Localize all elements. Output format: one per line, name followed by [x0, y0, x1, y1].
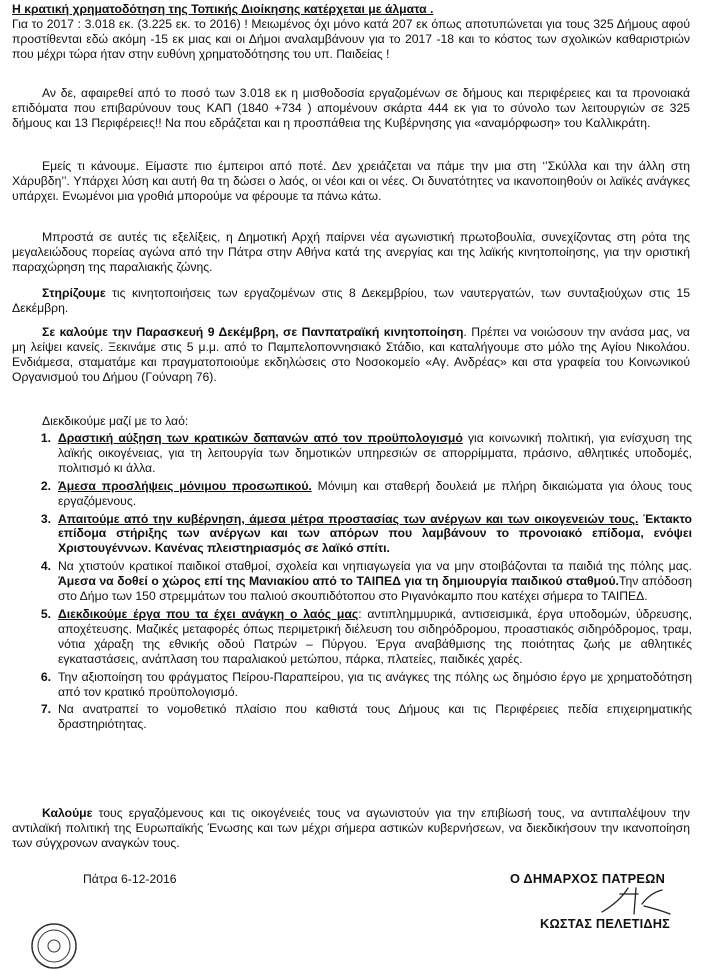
- demand-emphasis: Άμεσα να δοθεί ο χώρος επί της Μανιακίου από το ΤΑΙΠΕΔ για τη δημιουργία παιδικού σταθμού.: [58, 574, 619, 589]
- demands-intro-text: Διεκδικούμε μαζί με το λαό:: [42, 414, 189, 428]
- municipal-seal-icon: [30, 922, 78, 970]
- list-item-number: 4.: [40, 559, 51, 574]
- list-item-number: 6.: [40, 669, 51, 684]
- list-item: [40, 702, 692, 732]
- list-item-number: 7.: [40, 702, 51, 717]
- signatory-name: ΚΩΣΤΑΣ ΠΕΛΕΤΙΔΗΣ: [540, 916, 671, 931]
- demand-text: Την απόδοση στο Δήμο των 150 στρεμμάτων του παλιού σκουπιδότοπου στο Ριγανόκαμπο που κατέχει σήμερα το ΤΑΙΠΕΔ.: [58, 574, 693, 604]
- demand-text: Να χτιστούν κρατικοί παιδικοί σταθμοί, σχολεία και νηπιαγωγεία για να μην στοιβάζονται τα παιδιά της πόλης μας.: [58, 559, 692, 574]
- place-date: Πάτρα 6-12-2016: [83, 872, 177, 886]
- paragraph-demands-intro: [12, 414, 690, 429]
- list-item-number: 3.: [40, 511, 51, 526]
- support-text: τις κινητοποιήσεις των εργαζομένων στις 8 Δεκεμβρίου, των ναυτεργατών, των συνταξιούχων στις 15 Δεκέμβρη.: [12, 286, 690, 315]
- demand-text: Να ανατραπεί το νομοθετικό πλαίσιο που καθιστά τους Δήμους και τις Περιφέρειες πεδία επιχειρηματικής δραστηριότητας.: [58, 702, 692, 732]
- support-emphasis: Στηρίζουμε: [42, 286, 106, 300]
- list-item: [40, 559, 693, 604]
- signatory-role: Ο ΔΗΜΑΡΧΟΣ ΠΑΤΡΕΩΝ: [510, 871, 666, 886]
- closing-emphasis: Καλούμε: [42, 806, 93, 820]
- paragraph-closing: [12, 806, 690, 851]
- list-item: [40, 511, 692, 557]
- demand-text-bold: Έκτακτο επίδομα στήριξης των ανέργων και των απόρων που λαμβάνουν το προνοιακό επίδομα, ενόψει Χριστουγέννων. Κανένας πλειστηριασμός σε λαϊκό σπίτι.: [58, 511, 692, 556]
- paragraph-initiative: [12, 230, 690, 275]
- list-item: [40, 431, 692, 476]
- demand-text: : αντιπλημμυρικά, αντισεισμικά, έργα υποδομών, ύδρευσης, αποχέτευσης. Μαζικές μεταφορές όπως περιμετρική διέλευση του σιδηρόδρομου, προαστιακός σιδηρόδρομος, τραμ, νότια χάραξη της εθνικής οδού Πατρών – Πύργου. Έργα αναβάθμισης της ποιότητας ζωής με αθλητικές εγκαταστάσεις, ανάπλαση του παραλιακού μετώπου, πάρκα, πλατείες, παιδικές χαρές.: [58, 606, 692, 666]
- closing-text: τους εργαζόμενους και τις οικογένειές τους να αγωνιστούν για την επιβίωσή τους, να αντιπαλέψουν την αντιλαϊκή πολιτική της Ευρωπαϊκής Ένωσης και των μέχρι σήμερα αστικών κυβερνήσεων, να διεκδικήσουν την ικανοποίηση των σύγχρονων αναγκών τους.: [12, 806, 690, 850]
- paragraph-funding-text: Για το 2017 : 3.018 εκ. (3.225 εκ. το 2016) ! Μειωμένος όχι μόνο κατά 207 εκ όπως αποτυπώνεται για τους 325 Δήμους αφού προστίθενται εδώ ακόμη -15 εκ μιας και οι Δήμοι αναλαμβάνουν για το 2017 -18 και το κόστος των σχολικών καθαριστριών που μέχρι τώρα ήταν στην ευθύνη χρηματοδότησης του υπ. Παιδείας !: [12, 17, 690, 61]
- demand-text: Την αξιοποίηση του φράγματος Πείρου-Παραπείρου, για τις ανάγκες της πόλης ως δημόσιο έργο με χρηματοδότηση από τον κρατικό προϋπολογισμό.: [58, 669, 692, 699]
- call-emphasis: Σε καλούμε την Παρασκευή 9 Δεκέμβρη, σε Πανπατραϊκή κινητοποίηση: [42, 325, 464, 339]
- demand-text: Μόνιμη και σταθερή δουλειά με πλήρη δικαιώματα για όλους τους εργαζόμενους.: [58, 478, 693, 508]
- paragraph-what-we-do: [12, 159, 690, 204]
- paragraph-support: [12, 286, 690, 316]
- list-item-number: 1.: [40, 431, 51, 445]
- handwritten-signature-icon: [598, 884, 678, 918]
- paragraph-initiative-text: Μπροστά σε αυτές τις εξελίξεις, η Δημοτική Αρχή παίρνει νέα αγωνιστική πρωτοβουλία, συνεχίζοντας στη ρότα της μεγαλειώδους πορείας αγώνα από την Πάτρα στην Αθήνα κατά της ανεργίας και της λαϊκής κινητοποίησης, για την οριστική παραχώρηση της παραλιακής ζώνης.: [12, 230, 690, 274]
- list-item-number: 5.: [40, 606, 51, 621]
- demand-emphasis: Διεκδικούμε έργα που τα έχει ανάγκη ο λαός μας: [58, 606, 359, 621]
- call-text: . Πρέπει να νοιώσουν την ανάσα μας, να μη λείψει κανείς. Ξεκινάμε στις 5 μ.μ. από το Παμπελοποννησιακό Στάδιο, και καταλήγουμε στο μόλο της Αγίου Νικολάου. Ενδιάμεσα, σταματάμε και πραγματοποιούμε εκδηλώσεις στο Νοσοκομείο «Αγ. Ανδρέας» και στα γραφεία του Κοινωνικού Οργανισμού του Δήμου (Γούναρη 76).: [12, 325, 690, 384]
- paragraph-payroll: [12, 86, 690, 131]
- demands-list: [40, 431, 693, 732]
- list-item: [40, 606, 692, 667]
- paragraph-funding: [12, 17, 690, 62]
- heading: [12, 2, 690, 17]
- demand-text: για κοινωνική πολιτική, για ενίσχυση της λαϊκής οικογένειας, για τη λειτουργία των δημοτικών υπηρεσιών σε απορρίμματα, πράσινο, αθλητικές υποδομές, πολιτισμό κι άλλα.: [58, 431, 692, 475]
- demand-emphasis: Δραστική αύξηση των κρατικών δαπανών από τον προϋπολογισμό: [58, 431, 463, 445]
- list-item: [40, 478, 693, 509]
- paragraph-call: [12, 325, 690, 385]
- list-item-number: 2.: [40, 478, 51, 493]
- paragraph-what-we-do-text: Εμείς τι κάνουμε. Είμαστε πιο έμπειροι από ποτέ. Δεν χρειάζεται να πάμε την μια στη ‘’Σκύλλα και την άλλη στη Χάρυβδη’’. Υπάρχει λύση και αυτή θα τη δώσει ο λαός, οι νέοι και οι νέες. Οι δυνατότητες να ικανοποιηθούν οι λαϊκές ανάγκες υπάρχει. Ενωμένοι μια γροθιά μπορούμε να φέρουμε τα πάνω κάτω.: [12, 159, 690, 203]
- list-item: [40, 669, 692, 700]
- demand-emphasis: Άμεσα προσλήψεις μόνιμου προσωπικού.: [58, 478, 312, 493]
- heading-title: Η κρατική χρηματοδότηση της Τοπικής Διοίκησης κατέρχεται με άλματα .: [12, 2, 434, 16]
- demand-emphasis: Απαιτούμε από την κυβέρνηση, άμεσα μέτρα προστασίας των ανέργων και των οικογενειών τους.: [58, 511, 639, 526]
- paragraph-payroll-text: Αν δε, αφαιρεθεί από το ποσό των 3.018 εκ η μισθοδοσία εργαζομένων σε δήμους και περιφέρειες και τα προνοιακά επιδόματα που επιβαρύνουν τους ΚΑΠ (1840 +734 ) απομένουν σκάρτα 444 εκ για το σύνολο των λειτουργιών σε 325 δήμους και 13 Περιφέρειες!! Να που εδράζεται και η προσπάθεια της Κυβέρνησης για «αναμόρφωση» του Καλλικράτη.: [12, 86, 690, 130]
